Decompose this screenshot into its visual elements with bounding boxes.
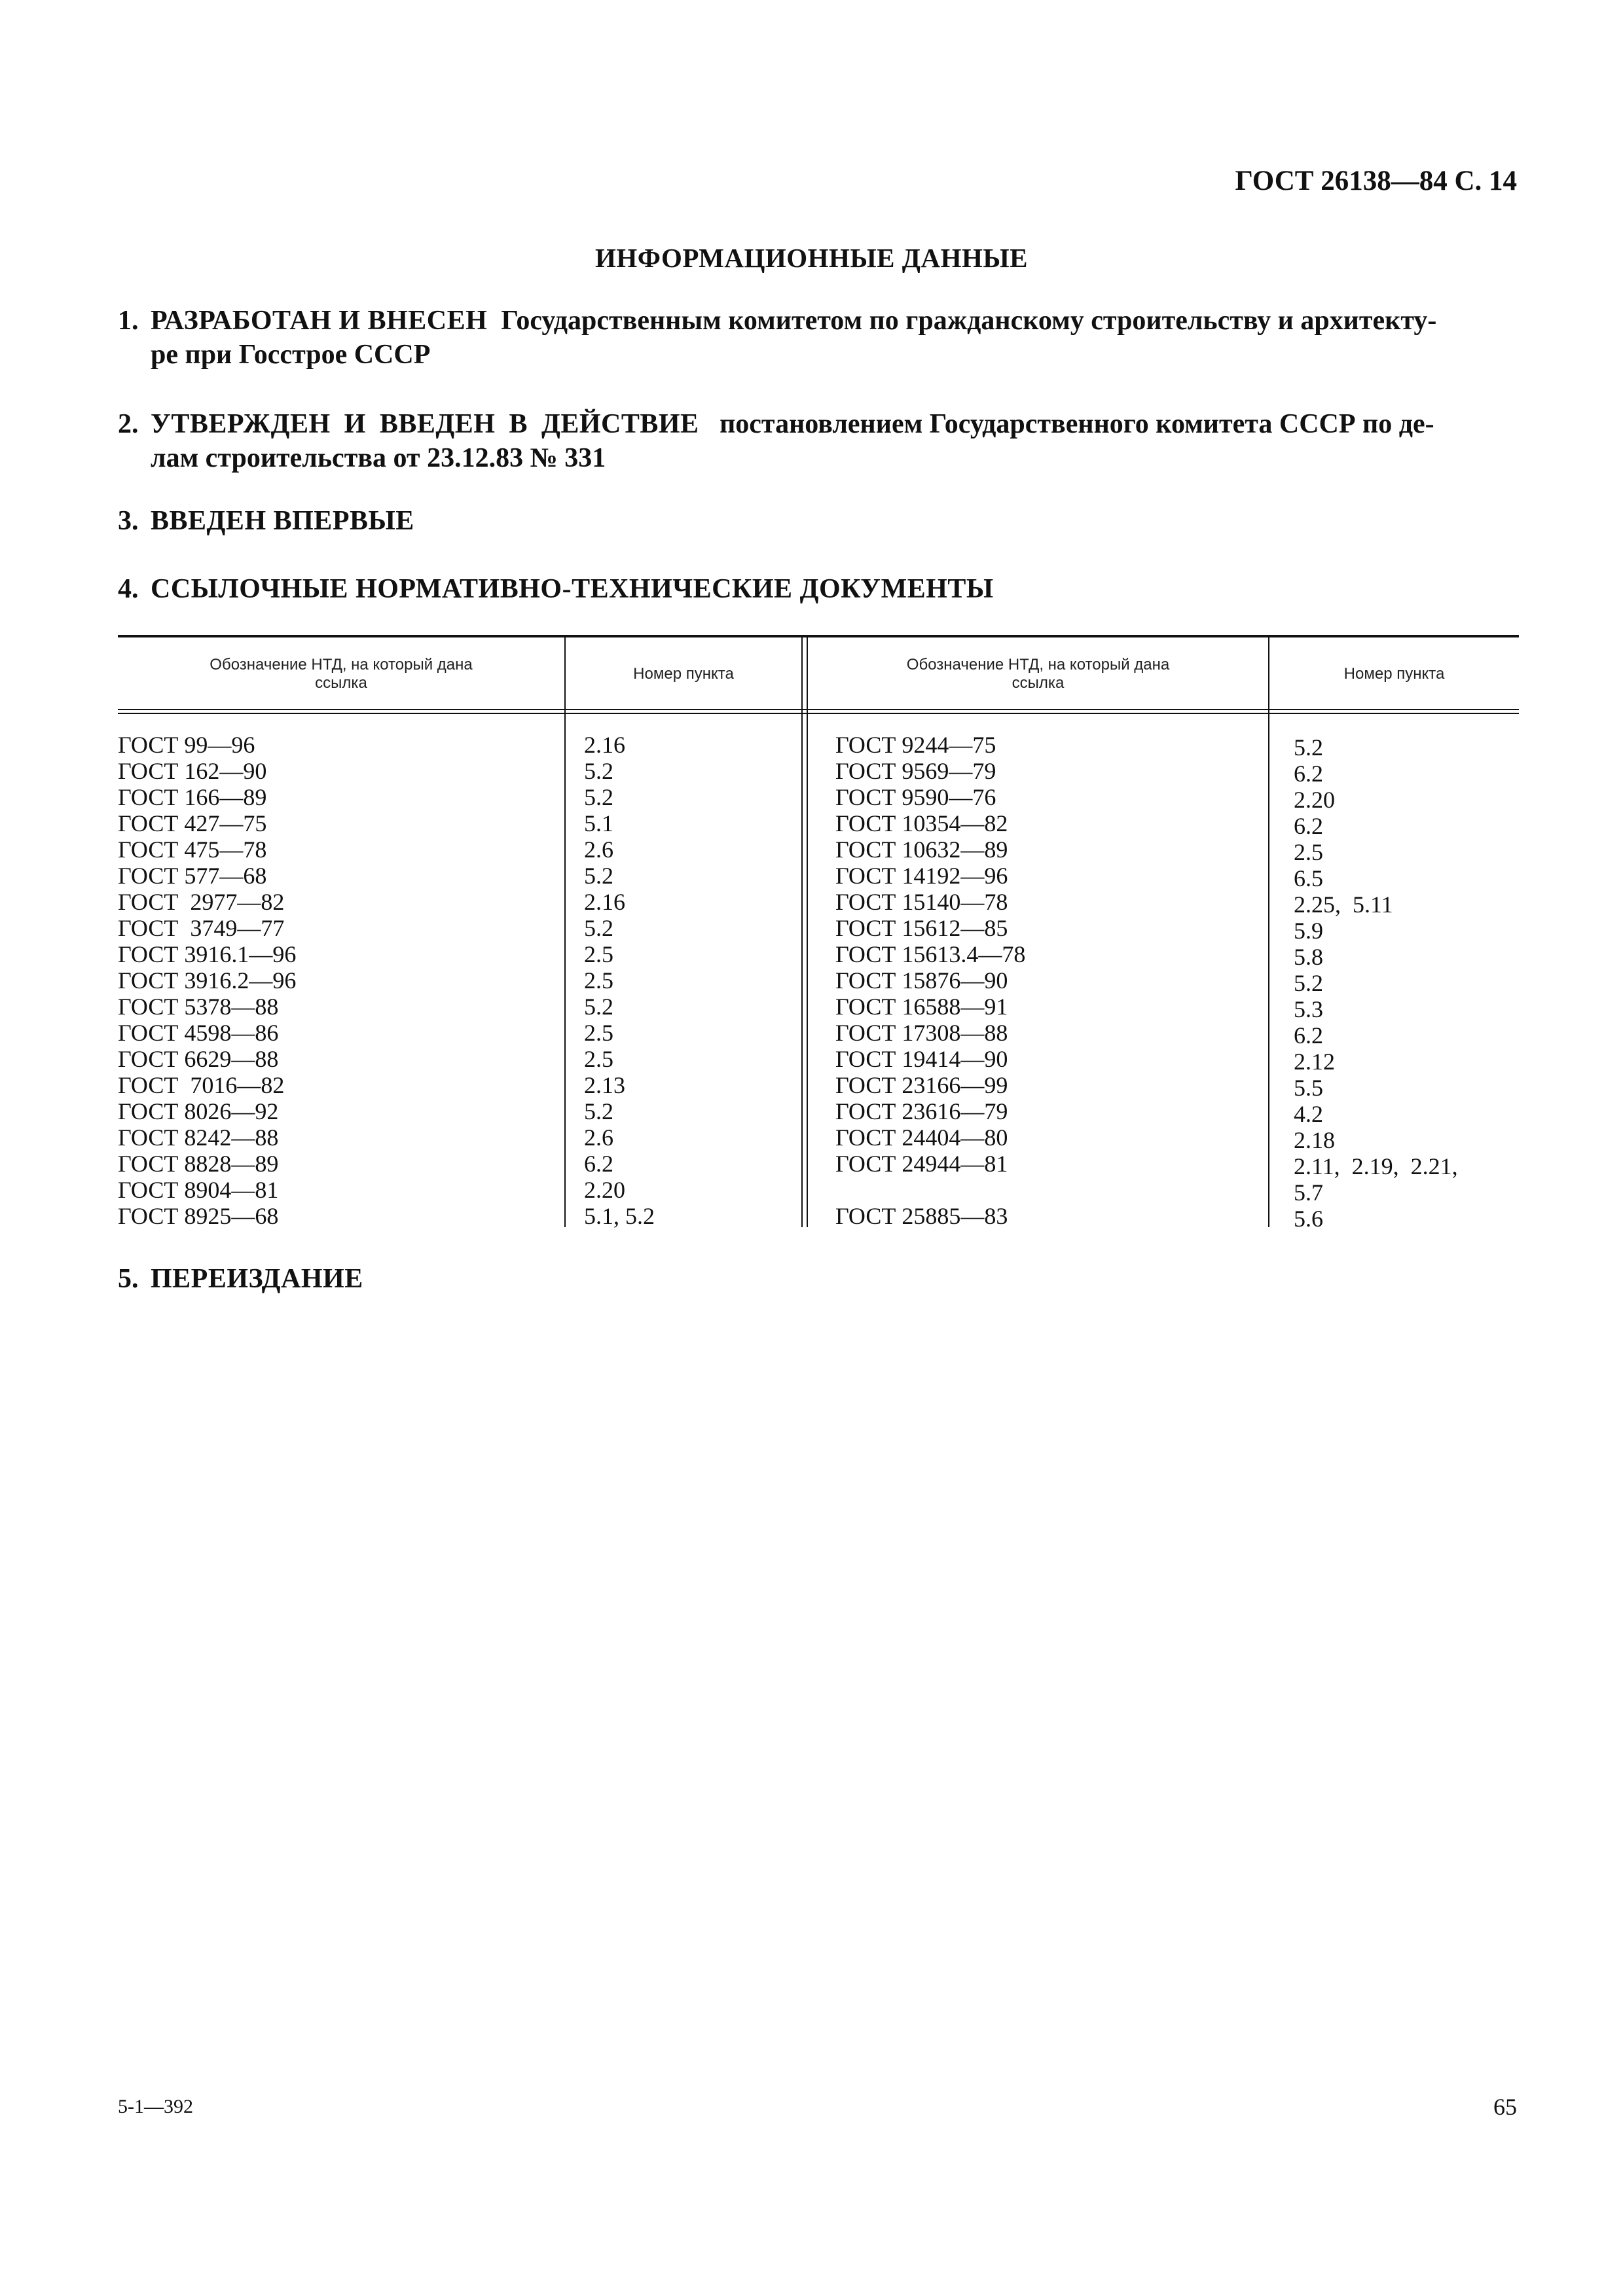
table-cell-document: ГОСТ 5378—88	[118, 994, 279, 1020]
table-cell-item: 2.5	[584, 941, 613, 967]
column-divider-double-right	[807, 635, 808, 1227]
section-text: постановлением Государственного комитета СССР по де-	[720, 409, 1434, 439]
table-cell-document: ГОСТ 4598—86	[118, 1020, 279, 1046]
section-heading: УТВЕРЖДЕН И ВВЕДЕН В ДЕЙСТВИЕ	[151, 409, 699, 439]
table-cell-item: 6.2	[1294, 813, 1323, 839]
column-divider-double-left	[801, 635, 803, 1227]
table-header-rule	[118, 709, 1519, 710]
table-cell-item: 5.1	[584, 810, 613, 836]
section-text-continued: ре при Госстрое СССР	[151, 340, 431, 370]
table-cell-item: 5.2	[1294, 970, 1323, 996]
table-top-rule	[118, 635, 1519, 637]
table-cell-document	[835, 1177, 1025, 1203]
table-cell-document: ГОСТ 15876—90	[835, 967, 1008, 994]
table-cell-item: 2.6	[584, 1124, 613, 1151]
table-cell-document: ГОСТ 8242—88	[118, 1124, 279, 1151]
column-header-text: ссылка	[315, 674, 367, 692]
section-text-continued: лам строительства от 23.12.83 № 331	[151, 443, 606, 473]
table-cell-document: ГОСТ 10354—82	[835, 810, 1008, 836]
table-cell-document: ГОСТ 25885—83	[835, 1203, 1008, 1229]
table-cell-item: 5.2	[584, 994, 613, 1020]
table-cell-item: 5.7	[1294, 1179, 1323, 1206]
table-cell-document: ГОСТ 23616—79	[835, 1098, 1008, 1124]
table-cell-item: 2.6	[584, 836, 613, 863]
section-heading: ПЕРЕИЗДАНИЕ	[151, 1264, 363, 1294]
column-header-text: ссылка	[1012, 674, 1065, 692]
column-header-item-left: Номер пункта	[633, 665, 734, 683]
table-cell-item: 5.9	[1294, 918, 1323, 944]
table-cell-document: ГОСТ 3916.1—96	[118, 941, 297, 967]
table-cell-document: ГОСТ 166—89	[118, 784, 267, 810]
table-cell-document: ГОСТ 16588—91	[835, 994, 1008, 1020]
table-cell-document: ГОСТ 6629—88	[118, 1046, 279, 1072]
table-cell-document: ГОСТ 23166—99	[835, 1072, 1008, 1098]
reference-table	[118, 635, 1519, 1232]
column-header-item-right: Номер пункта	[1343, 665, 1445, 683]
table-cell-document: ГОСТ 8904—81	[118, 1177, 279, 1203]
page-number: 65	[1493, 2094, 1517, 2120]
table-cell-item: 5.2	[584, 758, 613, 784]
table-cell-item: 2.25, 5.11	[1294, 891, 1393, 918]
section-reissue	[118, 1262, 1519, 1296]
table-cell-document: ГОСТ 9244—75	[835, 732, 996, 758]
table-cell-document: ГОСТ 17308—88	[835, 1020, 1008, 1046]
table-cell-item: 4.2	[1294, 1101, 1323, 1127]
table-cell-document: ГОСТ 24404—80	[835, 1124, 1008, 1151]
table-cell-document: ГОСТ 475—78	[118, 836, 267, 863]
table-header-rule-double	[118, 713, 1519, 714]
table-cell-document: ГОСТ 162—90	[118, 758, 267, 784]
table-cell-item: 2.5	[584, 967, 613, 994]
table-cell-item: 6.2	[584, 1151, 613, 1177]
column-header-text: Обозначение НТД, на который дана	[210, 656, 473, 673]
table-cell-document: ГОСТ 3916.2—96	[118, 967, 297, 994]
table-cell-document: ГОСТ 15612—85	[835, 915, 1008, 941]
table-cell-document: ГОСТ 9569—79	[835, 758, 996, 784]
column-header-document-right	[808, 656, 1268, 692]
table-cell-item: 5.3	[1294, 996, 1323, 1022]
section-number: 5.	[118, 1264, 139, 1294]
right-item-column	[1294, 734, 1458, 1232]
right-document-column	[835, 732, 1025, 1229]
section-number: 2.	[118, 409, 139, 439]
table-cell-item: 5.8	[1294, 944, 1323, 970]
table-cell-document: ГОСТ 427—75	[118, 810, 267, 836]
column-header-document-left	[118, 656, 564, 692]
table-cell-item: 2.20	[1294, 787, 1335, 813]
table-cell-item: 5.2	[584, 863, 613, 889]
table-cell-document: ГОСТ 8925—68	[118, 1203, 279, 1229]
section-introduced	[118, 504, 1519, 538]
table-cell-item: 2.16	[584, 889, 625, 915]
table-cell-document: ГОСТ 15613.4—78	[835, 941, 1026, 967]
section-number: 4.	[118, 574, 139, 604]
left-document-column	[118, 732, 296, 1229]
page-title: ИНФОРМАЦИОННЫЕ ДАННЫЕ	[595, 243, 1028, 273]
section-heading: ВВЕДЕН ВПЕРВЫЕ	[151, 506, 414, 536]
table-cell-item: 5.2	[584, 915, 613, 941]
table-cell-document: ГОСТ 3749—77	[118, 915, 285, 941]
left-item-column	[584, 732, 655, 1229]
table-cell-item: 6.5	[1294, 865, 1323, 891]
print-code: 5-1—392	[118, 2096, 193, 2117]
table-cell-item: 6.2	[1294, 1022, 1323, 1049]
table-cell-item: 2.5	[584, 1020, 613, 1046]
table-cell-item: 5.5	[1294, 1075, 1323, 1101]
table-cell-document: ГОСТ 2977—82	[118, 889, 285, 915]
table-cell-item: 5.1, 5.2	[584, 1203, 655, 1229]
table-cell-document: ГОСТ 8026—92	[118, 1098, 279, 1124]
column-divider	[564, 635, 566, 1227]
table-cell-item: 2.20	[584, 1177, 625, 1203]
table-cell-document: ГОСТ 7016—82	[118, 1072, 285, 1098]
table-cell-item: 5.2	[584, 1098, 613, 1124]
section-heading: ССЫЛОЧНЫЕ НОРМАТИВНО-ТЕХНИЧЕСКИЕ ДОКУМЕНТЫ	[151, 574, 994, 604]
section-text: Государственным комитетом по гражданскому строительству и архитекту-	[501, 306, 1437, 336]
table-cell-document: ГОСТ 8828—89	[118, 1151, 279, 1177]
section-approved	[118, 407, 1519, 475]
section-references	[118, 572, 1519, 606]
column-header-text: Обозначение НТД, на который дана	[906, 656, 1170, 673]
table-cell-document: ГОСТ 14192—96	[835, 863, 1008, 889]
table-cell-item: 2.13	[584, 1072, 625, 1098]
table-cell-document: ГОСТ 10632—89	[835, 836, 1008, 863]
column-divider	[1268, 635, 1269, 1227]
table-cell-item: 2.16	[584, 732, 625, 758]
section-number: 3.	[118, 506, 139, 536]
section-heading: РАЗРАБОТАН И ВНЕСЕН	[151, 306, 488, 336]
table-cell-document: ГОСТ 99—96	[118, 732, 255, 758]
table-cell-document: ГОСТ 577—68	[118, 863, 267, 889]
table-cell-item: 2.5	[584, 1046, 613, 1072]
table-cell-item: 5.2	[1294, 734, 1323, 761]
table-cell-document: ГОСТ 19414—90	[835, 1046, 1008, 1072]
table-cell-item: 5.2	[584, 784, 613, 810]
section-developed	[118, 304, 1519, 372]
table-cell-item: 2.18	[1294, 1127, 1335, 1153]
table-cell-item: 5.6	[1294, 1206, 1323, 1232]
table-cell-item: 2.11, 2.19, 2.21,	[1294, 1153, 1458, 1179]
section-number: 1.	[118, 306, 139, 336]
table-cell-document: ГОСТ 15140—78	[835, 889, 1008, 915]
standard-code-header: ГОСТ 26138—84 С. 14	[1235, 166, 1517, 196]
table-cell-document: ГОСТ 24944—81	[835, 1151, 1008, 1177]
table-cell-document: ГОСТ 9590—76	[835, 784, 996, 810]
table-cell-item: 6.2	[1294, 761, 1323, 787]
table-cell-item: 2.5	[1294, 839, 1323, 865]
table-cell-item: 2.12	[1294, 1049, 1335, 1075]
